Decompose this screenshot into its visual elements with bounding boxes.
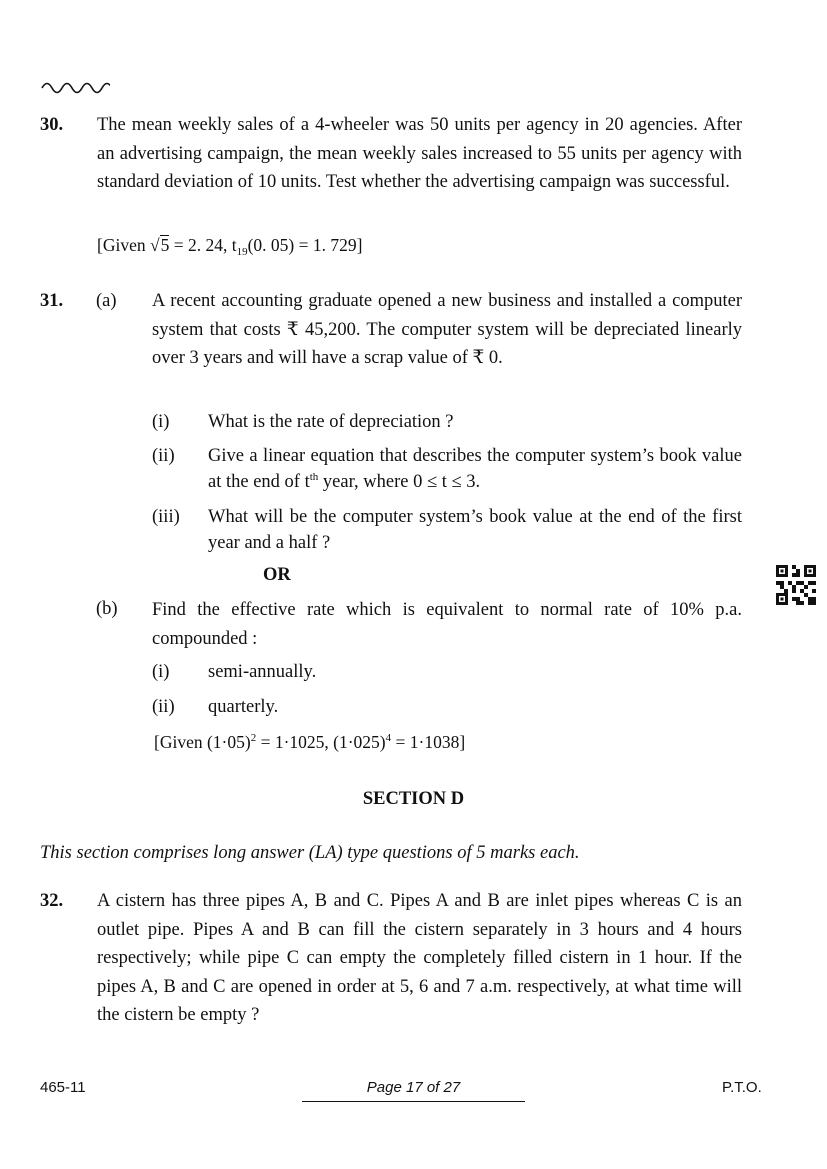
part-a-item-i-label: (i): [152, 412, 170, 432]
section-intro: This section comprises long answer (LA) type questions of 5 marks each.: [40, 843, 580, 863]
part-a-text: A recent accounting graduate opened a new business and installed a computer system that costs ₹ 45,200. The computer system will be depreciated linearly over 3 years and will have a scrap value of ₹ 0.: [152, 291, 742, 368]
given-b-sup1: 2: [250, 732, 257, 744]
sqrt-symbol: √: [149, 235, 160, 255]
question-30-number: 30.: [40, 115, 64, 135]
part-a-item-iii-label: (iii): [152, 507, 180, 527]
given-b-b: = 1·1025, (1·025): [256, 732, 386, 752]
paper-code: 465-11: [40, 1079, 86, 1096]
part-b-text: Find the effective rate which is equivalent to normal rate of 10% p.a. compounded :: [152, 600, 742, 649]
part-b-given: [154, 732, 465, 753]
section-title: SECTION D: [362, 789, 465, 809]
part-a-item-iii-text: What will be the computer system’s book value at the end of the first year and a half ?: [208, 507, 742, 553]
or-label: OR: [263, 565, 291, 585]
part-b-item-i-text: semi-annually.: [208, 662, 317, 682]
part-b-label: (b): [96, 599, 118, 619]
sqrt-radicand: 5: [160, 235, 170, 255]
question-31-number: 31.: [40, 291, 64, 311]
question-32-text: A cistern has three pipes A, B and C. Pipes A and B are inlet pipes whereas C is an outlet pipe. Pipes A and B can fill the cistern separately in 3 hours and 4 hours respectively; while pipe C can empty the completely filled cistern in 1 hour. If the pipes A, B and C are opened in order at 5, 6 and 7 a.m. respectively, at what time will the cistern be empty ?: [97, 891, 742, 1025]
item-ii-text-b: year, where 0 ≤ t ≤ 3.: [318, 472, 481, 492]
question-32-number: 32.: [40, 891, 64, 911]
pto-label: P.T.O.: [722, 1079, 762, 1096]
footer-divider: [302, 1101, 525, 1102]
given-b-sup2: 4: [385, 732, 392, 744]
given-subscript: 19: [236, 246, 248, 258]
part-a-item-i-text: What is the rate of depreciation ?: [208, 412, 454, 432]
item-ii-text-a: Give a linear equation that describes the computer system’s book value at the end of t: [208, 446, 742, 492]
question-30-text: The mean weekly sales of a 4-wheeler was 50 units per agency in 20 agencies. After an advertising campaign, the mean weekly sales increased to 55 units per agency with standard deviation of 10 units. Test whether the advertising campaign was successful.: [97, 115, 742, 192]
part-a-item-ii-label: (ii): [152, 446, 175, 466]
wave-ornament-icon: [40, 78, 110, 96]
part-b-item-ii-text: quarterly.: [208, 697, 279, 717]
part-a-item-ii-text: [208, 443, 742, 495]
part-a-label: (a): [96, 291, 117, 311]
given-b-a: [Given (1·05): [154, 732, 251, 752]
part-b-item-ii-label: (ii): [152, 697, 175, 717]
given-b-c: = 1·1038]: [391, 732, 466, 752]
qr-code-icon: [776, 565, 816, 605]
given-b: (0. 05) = 1. 729]: [247, 235, 363, 255]
given-a: = 2. 24, t: [169, 235, 237, 255]
item-ii-sup: th: [309, 471, 319, 483]
given-prefix: [Given: [97, 235, 150, 255]
part-b-item-i-label: (i): [152, 662, 170, 682]
question-30-given: [97, 235, 362, 256]
page-number: Page 17 of 27: [366, 1079, 461, 1096]
